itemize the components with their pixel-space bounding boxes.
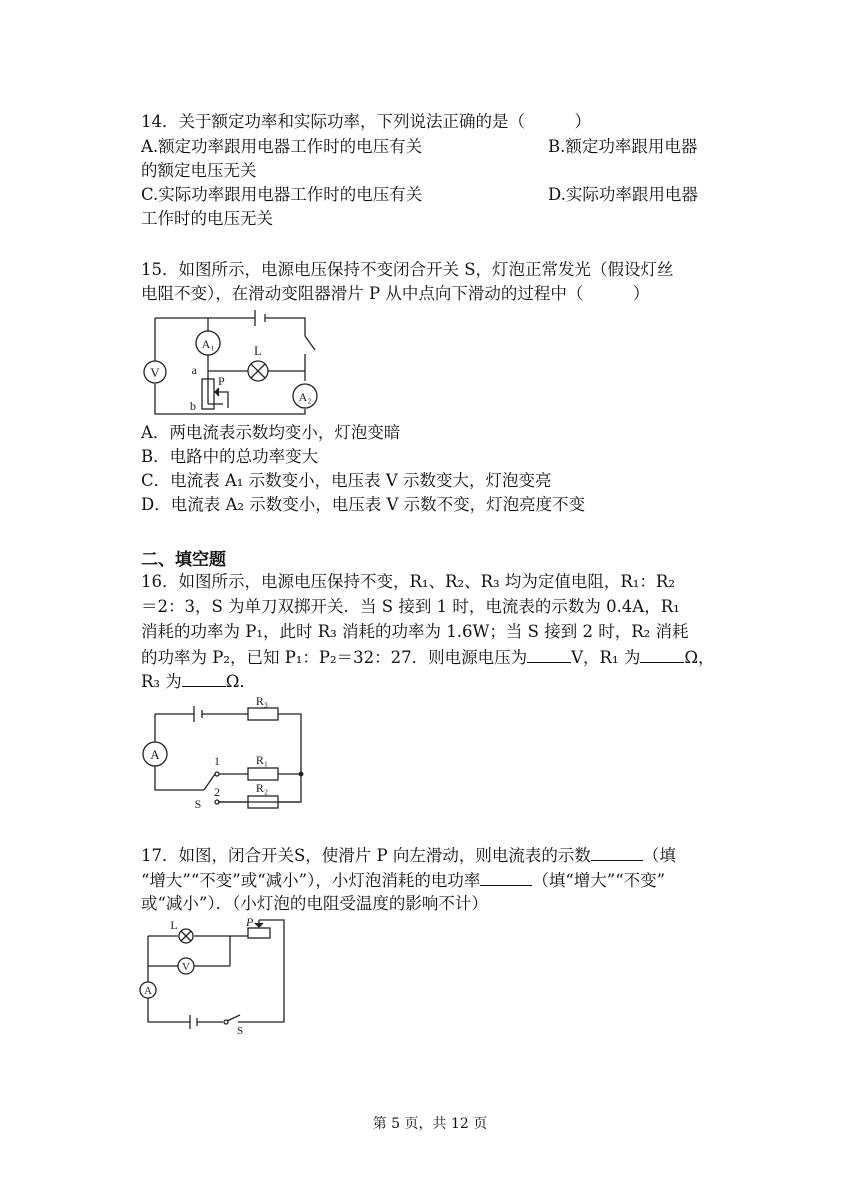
q16-line4 <box>141 646 715 669</box>
q15-circuit-diagram <box>140 306 330 418</box>
q16-blank-voltage[interactable] <box>527 646 571 663</box>
q14-option-a: A.额定功率跟用电器工作时的电压有关 <box>141 137 423 156</box>
q16-ammeter-label: A <box>150 747 160 762</box>
q17-slider-label: P <box>246 915 254 929</box>
q14-option-d-cont: 工作时的电压无关 <box>141 209 273 228</box>
q16-line4-text2: V，R₁ 为 <box>571 648 641 667</box>
q14-option-c: C.实际功率跟用电器工作时的电压有关 <box>141 185 423 204</box>
q14-option-d: D.实际功率跟用电器 <box>548 185 698 204</box>
q16-blank-r3[interactable] <box>182 670 226 687</box>
q16-line2: ＝2：3，S 为单刀双掷开关．当 S 接到 1 时，电流表的示数为 0.4A，R₁ <box>141 597 680 616</box>
q15-option-c: C．电流表 A₁ 示数变小，电压表 V 示数变大，灯泡变亮 <box>141 471 552 490</box>
q14-stem: 14．关于额定功率和实际功率，下列说法正确的是（ ） <box>141 112 591 131</box>
q17-blank-power[interactable] <box>480 869 532 886</box>
q17-line1 <box>141 844 676 867</box>
q16-line5-text2: Ω． <box>225 672 256 691</box>
q17-line2 <box>141 869 665 892</box>
q15-option-d: D．电流表 A₂ 示数变小，电压表 V 示数不变，灯泡亮度不变 <box>141 495 586 514</box>
q15-point-b: b <box>190 399 196 413</box>
q15-point-a: a <box>191 363 197 377</box>
q17-line3: 或“减小”）．（小灯泡的电阻受温度的影响不计） <box>141 894 488 913</box>
section-heading-fill-in: 二、填空题 <box>141 550 226 570</box>
page-footer: 第 5 页，共 12 页 <box>372 1116 488 1132</box>
q16-switch-label: S <box>194 797 202 811</box>
q15-a2-label: A₂ <box>298 390 312 404</box>
q16-r2-label: R₂ <box>255 781 269 795</box>
q15-option-b: B．电路中的总功率变大 <box>141 447 319 466</box>
q15-option-a: A．两电流表示数均变小，灯泡变暗 <box>141 423 401 442</box>
q17-circuit-diagram <box>138 914 288 1034</box>
q15-stem-line1: 15．如图所示，电源电压保持不变闭合开关 S，灯泡正常发光（假设灯丝 <box>141 260 674 279</box>
q16-terminal-1: 1 <box>214 754 220 768</box>
q17-line1-text: 17．如图，闭合开关S，使滑片 P 向左滑动，则电流表的示数 <box>141 846 591 865</box>
q17-blank-current[interactable] <box>591 844 643 861</box>
q16-line5 <box>141 670 256 693</box>
q17-lamp-label: L <box>170 918 178 932</box>
q14-option-b: B.额定功率跟用电器 <box>548 137 698 156</box>
q16-line3: 消耗的功率为 P₁，此时 R₃ 消耗的功率为 1.6W；当 S 接到 2 时，R₂ 消耗 <box>141 622 689 641</box>
q15-a1-label: A₁ <box>201 337 215 351</box>
q16-line5-text: R₃ 为 <box>141 672 182 691</box>
q14-option-b-cont: 的额定电压无关 <box>141 161 257 180</box>
q16-r1-label: R₁ <box>255 753 269 767</box>
q16-line4-text3: Ω， <box>684 648 715 667</box>
q17-line1-text2: （填 <box>642 846 676 865</box>
q17-line2-text2: （填“增大”“不变” <box>532 871 666 890</box>
q17-switch-label: S <box>236 1025 244 1034</box>
q17-ammeter-label: A <box>144 985 152 997</box>
q15-slider-label: P <box>218 374 225 388</box>
q15-stem-line2: 电阻不变），在滑动变阻器滑片 P 从中点向下滑动的过程中（ ） <box>141 284 650 303</box>
q16-circuit-diagram <box>138 694 313 812</box>
q16-r3-label: R₃ <box>255 694 269 708</box>
q15-lamp-label: L <box>254 343 262 358</box>
q16-terminal-2: 2 <box>214 785 220 799</box>
q16-line4-text: 的功率为 P₂，已知 P₁：P₂＝32：27．则电源电压为 <box>141 648 528 667</box>
q17-line2-text: “增大”“不变”或“减小”），小灯泡消耗的电功率 <box>141 871 481 890</box>
q16-line1: 16．如图所示，电源电压保持不变，R₁、R₂、R₃ 均为定值电阻，R₁：R₂ <box>141 572 675 591</box>
q16-blank-r1[interactable] <box>640 646 684 663</box>
q17-voltmeter-label: V <box>182 961 190 973</box>
q15-voltmeter-label: V <box>150 365 160 380</box>
